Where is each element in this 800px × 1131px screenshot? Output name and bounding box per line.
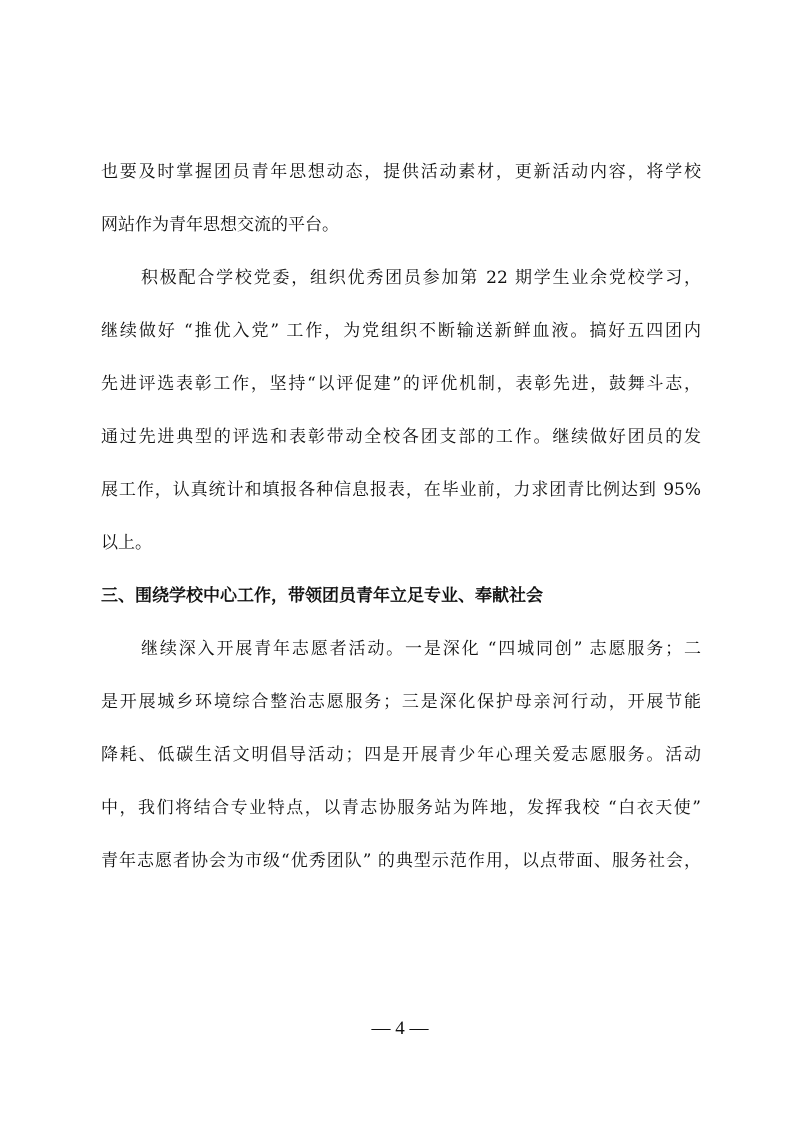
text-line: 降耗、低碳生活文明倡导活动；四是开展青少年心理关爱志愿服务。活动 [101,745,701,765]
paragraph-party-school [101,258,701,576]
text-line: 以上。 [101,533,152,553]
paragraph-continued [101,152,701,258]
page-number: — 4 — [371,1018,429,1039]
section-heading: 三、围绕学校中心工作，带领团员青年立足专业、奉献社会 [101,586,543,606]
text-line: 是开展城乡环境综合整治志愿服务；三是深化保护母亲河行动，开展节能 [101,692,701,712]
text-line: 网站作为青年思想交流的平台。 [101,215,339,235]
text-line: 积极配合学校党委，组织优秀团员参加第 22 期学生业余党校学习， [141,268,701,288]
text-line: 中，我们将结合专业特点，以青志协服务站为阵地，发挥我校 “白衣天使” [101,798,701,818]
text-line: 继续做好 “推优入党” 工作，为党组织不断输送新鲜血液。搞好五四团内 [101,321,701,341]
text-line: 也要及时掌握团员青年思想动态，提供活动素材，更新活动内容，将学校 [101,162,701,182]
paragraph-volunteer [101,629,701,894]
text-line: 通过先进典型的评选和表彰带动全校各团支部的工作。继续做好团员的发 [101,427,701,447]
text-line: 青年志愿者协会为市级“优秀团队” 的典型示范作用，以点带面、服务社会， [101,851,701,871]
document-body [101,152,701,894]
text-line: 继续深入开展青年志愿者活动。一是深化 “四城同创” 志愿服务；二 [141,639,701,659]
text-line: 展工作，认真统计和填报各种信息报表，在毕业前，力求团青比例达到 95% [101,480,701,500]
text-line: 先进评选表彰工作，坚持“以评促建”的评优机制，表彰先进，鼓舞斗志， [101,374,701,394]
